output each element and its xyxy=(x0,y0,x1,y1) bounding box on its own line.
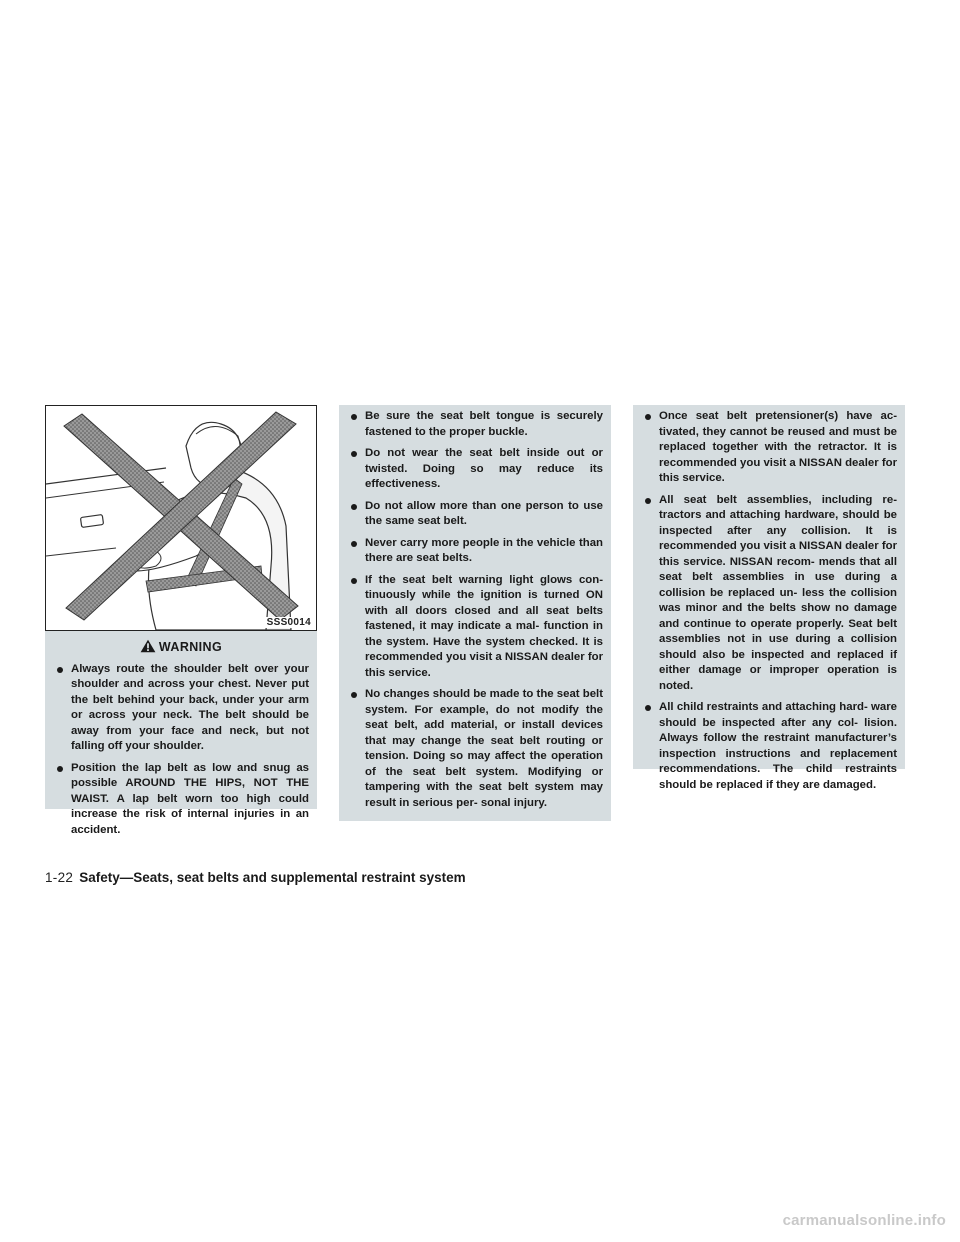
list-item: Do not allow more than one person to use the same seat belt. xyxy=(347,499,603,530)
section-title: Safety—Seats, seat belts and supplemental restraint system xyxy=(79,870,466,885)
list-item: No changes should be made to the seat belt system. For example, do not modify the seat belt, add material, or install devices that may change the seat belt routing or tension. Doing so may affect the operation of the seat belt system. Modifying or tampering with the seat belt system may result in serious per- sonal injury. xyxy=(347,687,603,811)
figure-label: SSS0014 xyxy=(266,617,311,628)
list-item: Be sure the seat belt tongue is securely fastened to the proper buckle. xyxy=(347,409,603,440)
warning-box-column-1 xyxy=(45,631,317,836)
page-number: 1-22 xyxy=(45,870,74,885)
watermark: carmanualsonline.info xyxy=(782,1212,946,1229)
warning-box-column-2 xyxy=(339,405,611,821)
list-item: Do not wear the seat belt inside out or twisted. Doing so may reduce its effectiveness. xyxy=(347,446,603,493)
list-item: Never carry more people in the vehicle than there are seat belts. xyxy=(347,536,603,567)
list-item: Always route the shoulder belt over your shoulder and across your chest. Never put the belt behind your back, under your arm or across your neck. The belt should be away from your face and neck, but not falling off your shoulder. xyxy=(53,662,309,755)
warning-list-column-2 xyxy=(347,409,603,811)
warning-heading xyxy=(53,639,309,658)
page-footer xyxy=(45,870,466,885)
seat-belt-illustration xyxy=(45,405,317,631)
warning-title: WARNING xyxy=(158,640,223,654)
warning-list-column-3 xyxy=(641,409,897,793)
list-item: Position the lap belt as low and snug as possible AROUND THE HIPS, NOT THE WAIST. A lap belt worn too high could increase the risk of internal injuries in an accident. xyxy=(53,761,309,839)
list-item: Once seat belt pretensioner(s) have ac- tivated, they cannot be reused and must be replaced together with the retractor. It is recommended you visit a NISSAN dealer for this service. xyxy=(641,409,897,487)
warning-list-column-1 xyxy=(53,662,309,839)
incorrect-belt-drawing xyxy=(46,406,316,630)
warning-triangle-icon xyxy=(140,639,156,658)
list-item: All child restraints and attaching hard- ware should be inspected after any col- lision. Always follow the restraint manufacturer’s inspection instructions and replacement recommendations. The child restraints should be replaced if they are damaged. xyxy=(641,700,897,793)
list-item: All seat belt assemblies, including re- tractors and attaching hardware, should be inspected after any collision. It is recommended you visit a NISSAN dealer for this service. NISSAN recom- mends that all seat belt assemblies in use during a collision be replaced un- less the collision was minor and the belts show no damage and continue to operate properly. Seat belt assemblies not in use during a collision should also be inspected and replaced if either damage or improper operation is noted. xyxy=(641,493,897,695)
warning-box-column-3 xyxy=(633,405,905,791)
list-item: If the seat belt warning light glows con- tinuously while the ignition is turned ON with all doors closed and all seat belts fastened, it may indicate a mal- function in the system. Have the system checked. It is recommended you visit a NISSAN dealer for this service. xyxy=(347,573,603,682)
